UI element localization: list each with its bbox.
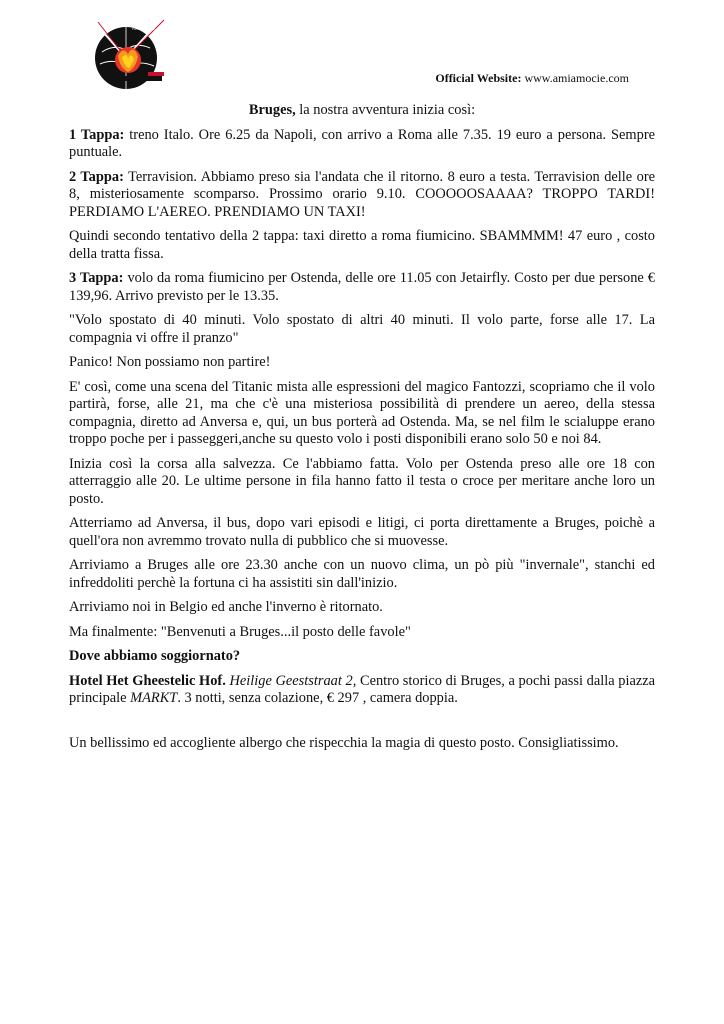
tappa-3-text: volo da roma fiumicino per Ostenda, delle ore 11.05 con Jetairfly. Costo per due persone € 139,96. Arrivo previsto per le 13.35. (69, 270, 655, 304)
intro-heading: Bruges, (248, 102, 296, 118)
hotel-address: Heilige Geeststraat 2, (229, 672, 357, 689)
paragraph-antwerp: Atterriamo ad Anversa, il bus, dopo vari episodi e litigi, ci porta direttamente a Bruges, poichè a quell'ora non avremmo trovato nulla di pubblico che si muovesse. (69, 515, 655, 549)
tappa-1-text: treno Italo. Ore 6.25 da Napoli, con arrivo a Roma alle 7.35. 19 euro a persona. Sempre puntuale. (69, 126, 655, 160)
tappa-3-label: 3 Tappa: (69, 270, 124, 286)
stay-heading-text: Dove abbiamo soggiornato? (69, 648, 241, 664)
paragraph-delay: "Volo spostato di 40 minuti. Volo spostato di altri 40 minuti. Il volo parte, forse alle 17. La compagnia vi offre il pranzo" (69, 312, 655, 346)
intro-text: la nostra avventura inizia così: (295, 102, 476, 118)
stay-heading (69, 648, 655, 666)
paragraph-race: Inizia così la corsa alla salvezza. Ce l'abbiamo fatta. Volo per Ostenda preso alle ore 18 con atterraggio alle 20. Le ultime persone in fila hanno fatto il testa o croce per meritare anche loro un posto. (69, 455, 655, 507)
paragraph-taxi: Quindi secondo tentativo della 2 tappa: taxi diretto a roma fiumicino. SBAMMMM! 47 euro , costo della tratta fissa. (69, 228, 655, 262)
tappa-2-text: Terravision. Abbiamo preso sia l'andata che il ritorno. 8 euro a testa. Terravision delle ore 8, misteriosamente scomparso. Prossimo orario 9.10. COOOOOSAAAA? TROPPO TARDI! PERDIAMO L'AEREO. PRENDIAMO UN TAXI! (69, 168, 656, 220)
paragraph-welcome: Ma finalmente: "Benvenuti a Bruges...il posto delle favole" (69, 623, 411, 640)
website-label: Official Website: (435, 71, 522, 85)
hotel-description-a: Centro storico di Bruges, a pochi passi dalla piazza principale (69, 672, 655, 706)
paragraph-panic: Panico! Non possiamo non partire! (69, 354, 271, 370)
paragraph-tappa-3 (69, 270, 655, 305)
spacer (69, 715, 655, 735)
website-url[interactable]: www.amiamocie.com (524, 71, 629, 85)
paragraph-tappa-2 (69, 169, 655, 222)
hotel-name: Hotel Het Gheestelic Hof. (69, 672, 226, 689)
amiamocie-logo (92, 14, 172, 100)
intro-paragraph (69, 102, 655, 120)
paragraph-tappa-1 (69, 127, 655, 162)
svg-text:AMIAMOCIE: AMIAMOCIE (132, 26, 156, 31)
tappa-2-label: 2 Tappa: (69, 168, 124, 185)
tappa-1-label: 1 Tappa: (69, 126, 125, 143)
paragraph-recommendation: Un bellissimo ed accogliente albergo che rispecchia la magia di questo posto. Consigliatissimo. (69, 734, 619, 751)
article-body (69, 102, 655, 759)
hotel-description-b: . 3 notti, senza colazione, € 297 , camera doppia. (177, 690, 458, 706)
hotel-markt: MARKT (130, 690, 178, 706)
paragraph-belgium: Arriviamo noi in Belgio ed anche l'inverno è ritornato. (69, 599, 383, 615)
paragraph-arrival: Arriviamo a Bruges alle ore 23.30 anche con un nuovo clima, un pò più "invernale", stanchi ed infreddoliti perchè la fortuna ci ha assistiti sin dall'inizio. (69, 557, 655, 591)
website-line (435, 71, 629, 85)
paragraph-hotel (69, 673, 655, 708)
paragraph-titanic: E' così, come una scena del Titanic mista alle espressioni del magico Fantozzi, scopriamo che il volo partirà, forse, alle 21, ma che c'è una misteriosa possibilità di prendere un aereo, della stessa compagnia, diretto ad Anversa e, qui, un bus porterà ad Ostenda. Ma, se nel film le scialuppe erano troppo poche per i passeggeri,anche su questo volo i posti disponibili erano solo 50 e noi 84. (69, 378, 655, 447)
